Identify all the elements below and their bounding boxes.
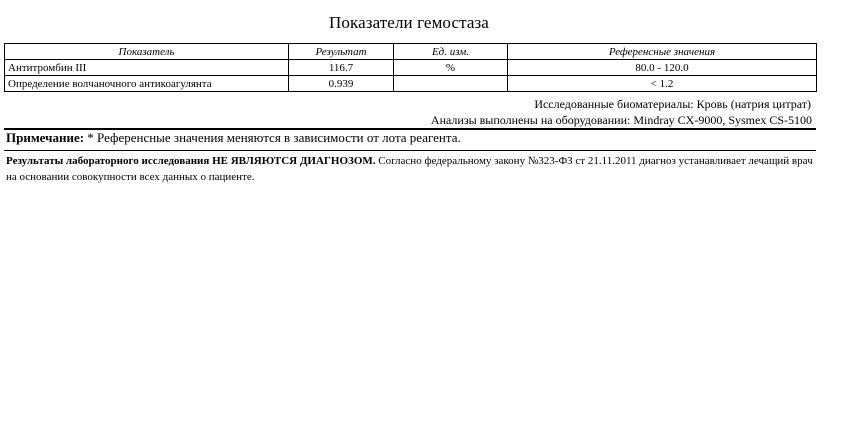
biomaterials-info: Исследованные биоматериалы: Кровь (натрия цитрат) xyxy=(534,97,811,111)
note-text: * Референсные значения меняются в зависимости от лота реагента. xyxy=(84,130,461,145)
header-unit: Ед. изм. xyxy=(394,44,508,60)
row-unit: % xyxy=(394,60,508,76)
table-row xyxy=(5,76,817,92)
row-reference-range: < 1.2 xyxy=(508,76,817,92)
row-result-value: 0.939 xyxy=(289,76,394,92)
header-parameter: Показатель xyxy=(5,44,289,60)
header-reference: Референсные значения xyxy=(508,44,817,60)
header-result: Результат xyxy=(289,44,394,60)
divider xyxy=(4,150,816,151)
equipment-info: Анализы выполнены на оборудовании: Mindray CX-9000, Sysmex CS-5100 xyxy=(430,113,812,127)
disclaimer-text: Согласно федеральному закону №323-ФЗ ст 21.11.2011 диагноз устанавливает лечащий врач на основании совокупности всех данных о пациенте. xyxy=(6,155,813,183)
table-header-row xyxy=(5,44,817,60)
row-reference-range: 80.0 - 120.0 xyxy=(508,60,817,76)
table-row xyxy=(5,60,817,76)
row-result-value: 116.7 xyxy=(289,60,394,76)
row-parameter-name: Антитромбин III xyxy=(5,60,289,76)
note-label: Примечание: xyxy=(6,130,85,145)
results-table xyxy=(4,43,817,92)
note xyxy=(6,130,461,146)
page-title: Показатели гемостаза xyxy=(329,13,489,32)
disclaimer-lead: Результаты лабораторного исследования НЕ ЯВЛЯЮТСЯ ДИАГНОЗОМ. xyxy=(6,155,376,167)
row-unit xyxy=(394,76,508,92)
row-parameter-name: Определение волчаночного антикоагулянта xyxy=(5,76,289,92)
disclaimer xyxy=(6,153,818,185)
